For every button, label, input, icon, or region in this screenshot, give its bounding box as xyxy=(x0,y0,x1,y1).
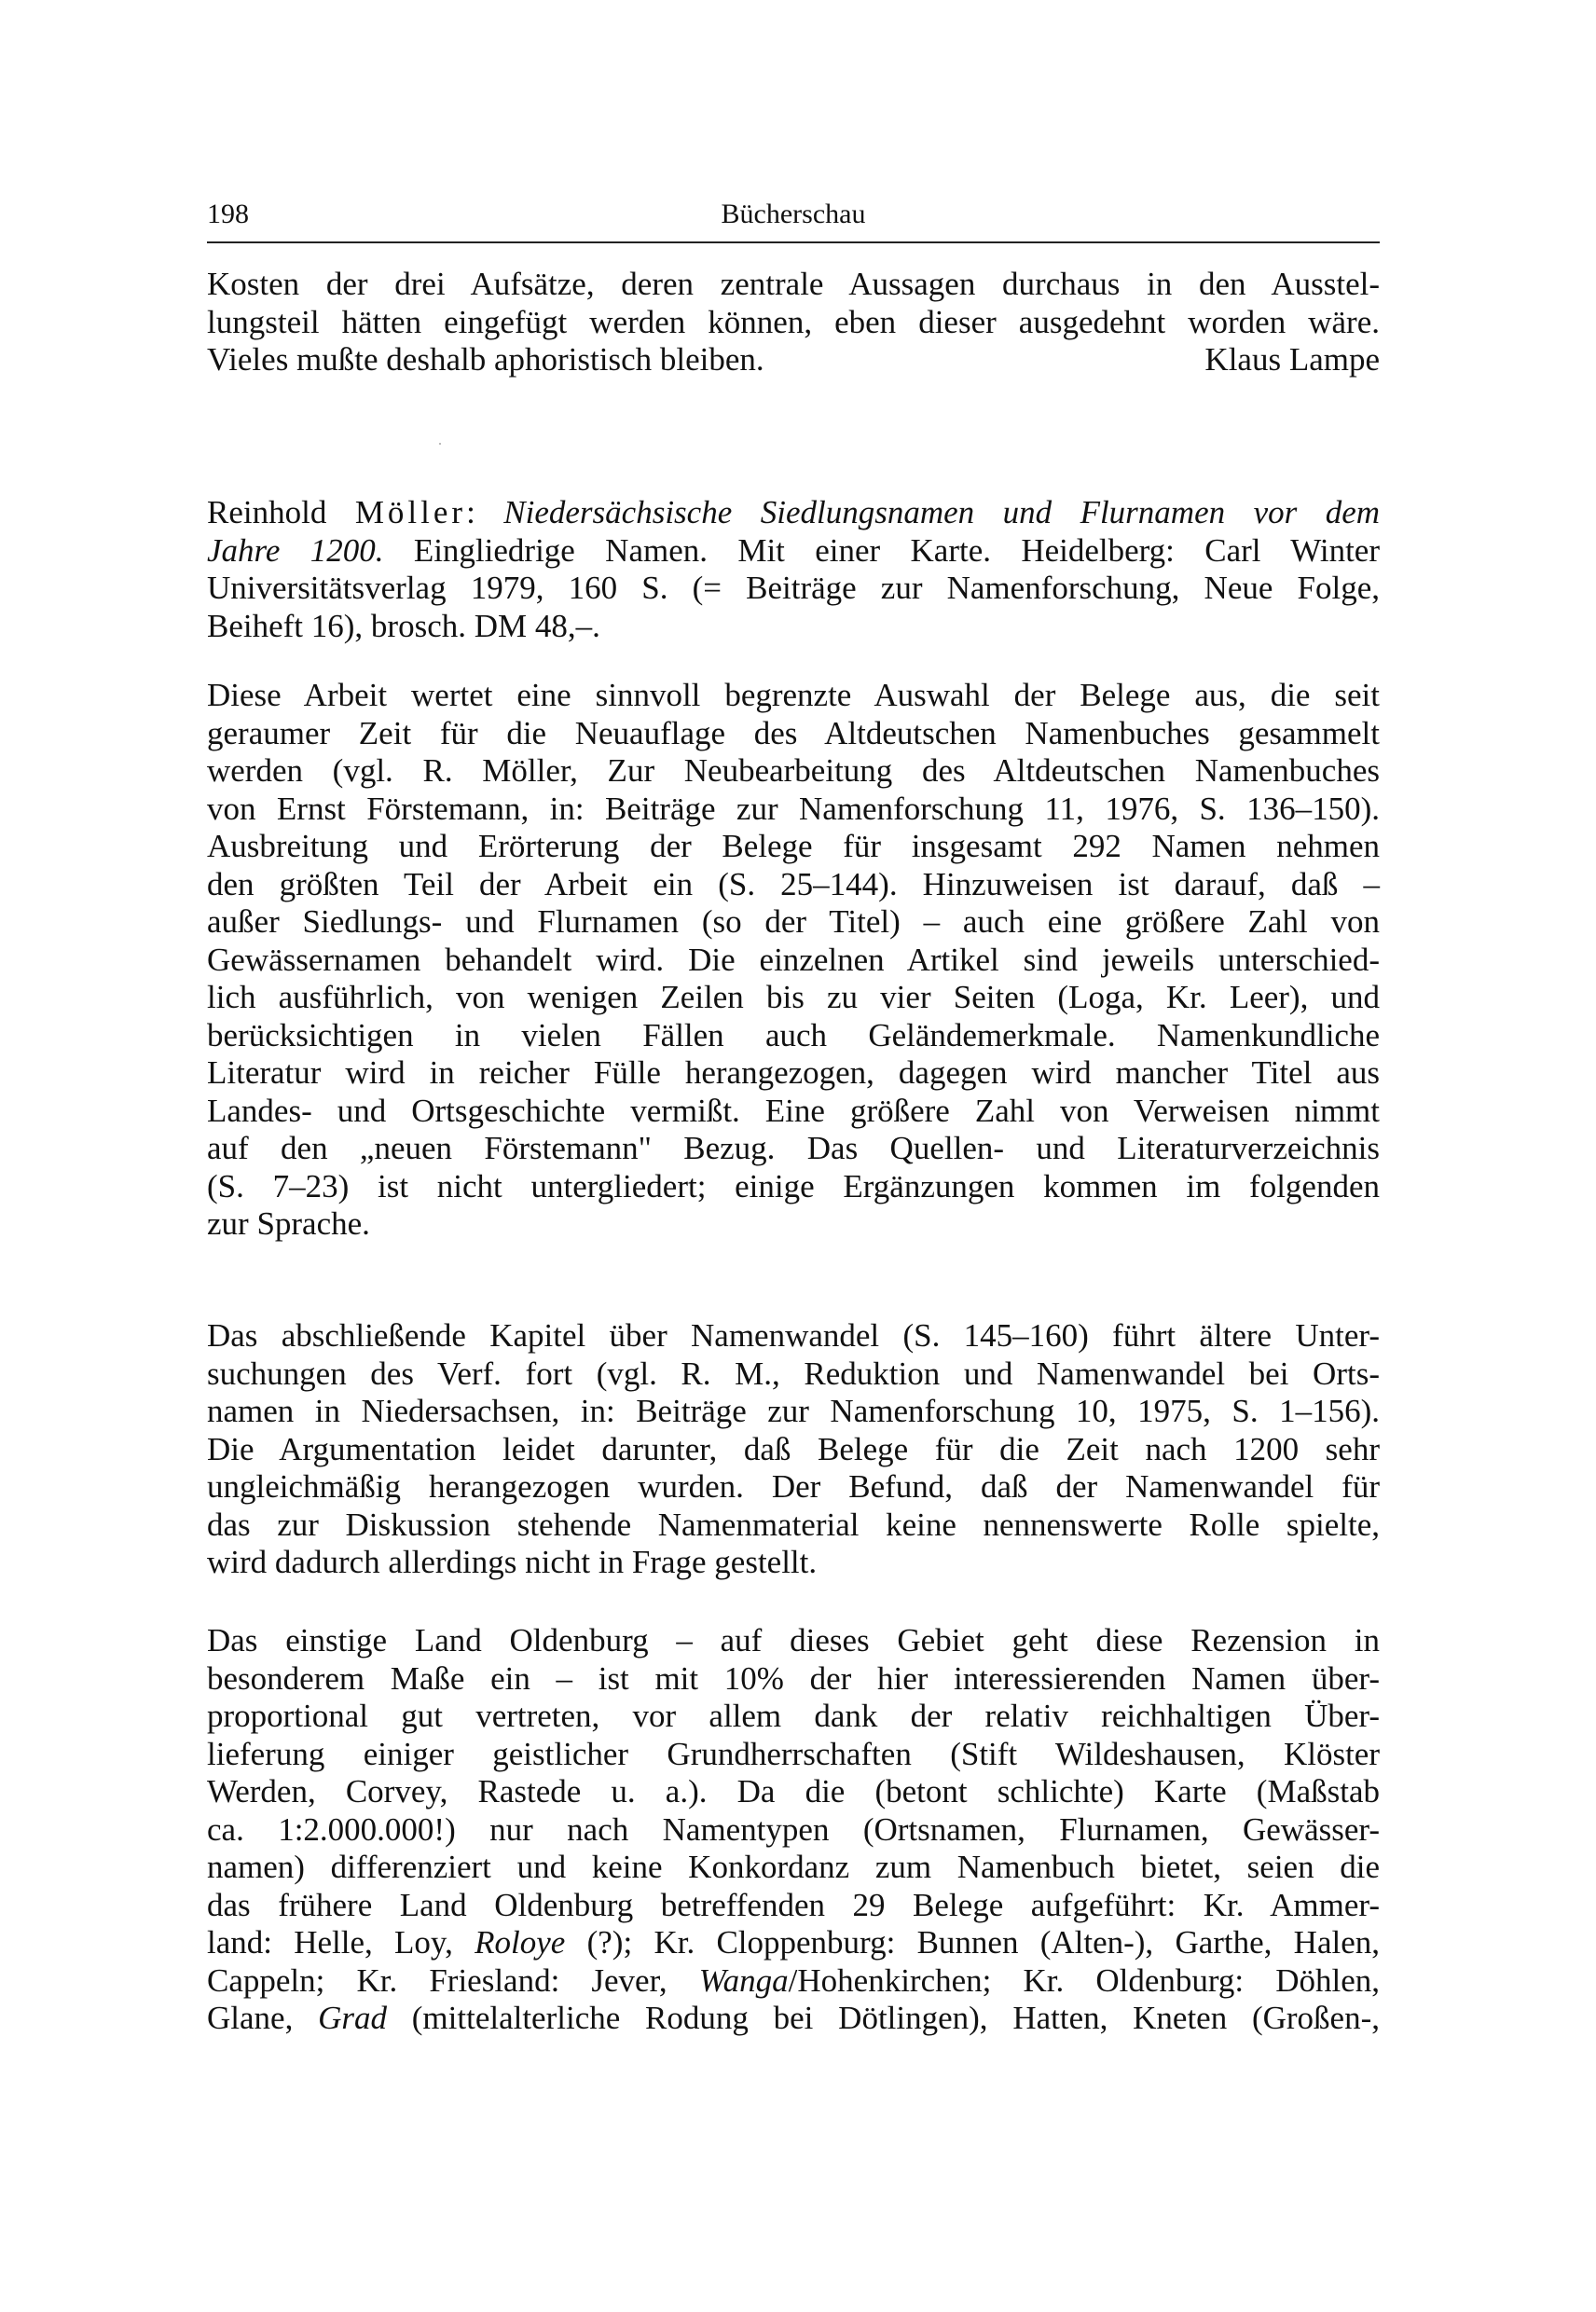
author-first-name: Reinhold xyxy=(207,494,327,530)
citation-line-2 xyxy=(207,532,1380,571)
text-line: ca. 1:2.000.000!) nur nach Namentypen (Ortsnamen, Flurnamen, Gewässer- xyxy=(207,1810,1380,1848)
text-line: auf den „neuen Förstemann" Bezug. Das Quellen- und Literaturverzeichnis xyxy=(207,1130,1380,1166)
text-line: Die Argumentation leidet darunter, daß Belege für die Zeit nach 1200 sehr xyxy=(207,1430,1380,1467)
text-line: Gewässernamen behandelt wird. Die einzelnen Artikel sind jeweils unterschied- xyxy=(207,941,1380,978)
italic-placename: Roloye xyxy=(475,1924,566,1961)
text-line: Literatur wird in reicher Fülle herangezogen, dagegen wird mancher Titel aus xyxy=(207,1054,1380,1091)
text-line: namen) differenziert und keine Konkordanz zum Namenbuch bietet, seien die xyxy=(207,1849,1380,1885)
text-line: außer Siedlungs- und Flurnamen (so der Titel) – auch eine größere Zahl von xyxy=(207,903,1380,940)
text-line: wird dadurch allerdings nicht in Frage gestellt. xyxy=(207,1544,818,1580)
text-line xyxy=(207,1962,1380,2001)
text-line: namen in Niedersachsen, in: Beiträge zur Namenforschung 10, 1975, S. 1–156). xyxy=(207,1393,1380,1429)
review-paragraph-1 xyxy=(207,677,1380,1244)
text-fragment: (mittelalterliche Rodung bei Dötlingen), Hatten, Kneten (Großen-, xyxy=(387,2000,1380,2036)
citation-line-1 xyxy=(207,494,1380,532)
page-number: 198 xyxy=(207,199,249,229)
section-title: Bücherschau xyxy=(721,199,866,229)
text-line: Diese Arbeit wertet eine sinnvoll begrenzte Auswahl der Belege aus, die seit xyxy=(207,677,1380,713)
text-line xyxy=(207,2000,1380,2038)
text-line: das frühere Land Oldenburg betreffenden 29 Belege aufgeführt: Kr. Ammer- xyxy=(207,1886,1380,1923)
review-paragraph-3 xyxy=(207,1622,1380,2038)
text-line: ungleichmäßig herangezogen wurden. Der Befund, daß der Namenwandel für xyxy=(207,1468,1380,1505)
text-line: besonderem Maße ein – ist mit 10% der hier interessierenden Namen über- xyxy=(207,1659,1380,1697)
book-title-cont: Jahre 1200. xyxy=(207,531,384,569)
text-line: Das abschließende Kapitel über Namenwandel (S. 145–160) führt ältere Unter- xyxy=(207,1317,1380,1354)
text-line: lungsteil hätten eingefügt werden können, eben dieser ausgedehnt worden wäre. xyxy=(207,303,1380,340)
book-title: Niedersächsische Siedlungsnamen und Flurnamen vor dem xyxy=(503,494,1381,530)
running-head xyxy=(207,192,1380,237)
text-line: werden (vgl. R. Möller, Zur Neubearbeitung des Altdeutschen Namenbuches xyxy=(207,752,1380,789)
text-line: das zur Diskussion stehende Namenmaterial keine nennenswerte Rolle spielte, xyxy=(207,1506,1380,1543)
text-line: geraumer Zeit für die Neuauflage des Altdeutschen Namenbuches gesammelt xyxy=(207,714,1380,751)
text-line: suchungen des Verf. fort (vgl. R. M., Reduktion und Namenwandel bei Orts- xyxy=(207,1355,1380,1392)
review-paragraph-2 xyxy=(207,1317,1380,1582)
text-fragment: land: Helle, Loy, xyxy=(207,1924,475,1961)
text-line: lieferung einiger geistlicher Grundherrschaften (Stift Wildeshausen, Klöster xyxy=(207,1735,1380,1772)
italic-placename: Grad xyxy=(318,2000,387,2036)
text-line: Landes- und Ortsgeschichte vermißt. Eine größere Zahl von Verweisen nimmt xyxy=(207,1092,1380,1129)
page-speck xyxy=(439,443,441,445)
text-line: (S. 7–23) ist nicht untergliedert; einige Ergänzungen kommen im folgenden xyxy=(207,1167,1380,1204)
text-line xyxy=(207,341,1380,379)
reviewer-signature: Klaus Lampe xyxy=(1204,341,1380,378)
text-line: Ausbreitung und Erörterung der Belege für insgesamt 292 Namen nehmen xyxy=(207,828,1380,864)
text-line: Das einstige Land Oldenburg – auf dieses Gebiet geht diese Rezension in xyxy=(207,1622,1380,1658)
text-line: Werden, Corvey, Rastede u. a.). Da die (betont schlichte) Karte (Maßstab xyxy=(207,1773,1380,1810)
italic-placename: Wanga xyxy=(698,1961,789,1999)
text-line xyxy=(207,1924,1380,1962)
text-line: Kosten der drei Aufsätze, deren zentrale Aussagen durchaus in den Ausstel- xyxy=(207,266,1380,302)
citation-line-3: Universitätsverlag 1979, 160 S. (= Beiträge zur Namenforschung, Neue Folge, xyxy=(207,570,1380,606)
text-fragment: Cappeln; Kr. Friesland: Jever, xyxy=(207,1961,699,1999)
text-fragment: (?); Kr. Cloppenburg: Bunnen (Alten-), Garthe, Halen, xyxy=(565,1924,1380,1961)
text-fragment: /Hohenkirchen; Kr. Oldenburg: Döhlen, xyxy=(788,1961,1380,1999)
citation-line-4: Beiheft 16), brosch. DM 48,–. xyxy=(207,607,600,644)
text-line: den größten Teil der Arbeit ein (S. 25–144). Hinzuweisen ist darauf, daß – xyxy=(207,865,1380,902)
text-line: lich ausführlich, von wenigen Zeilen bis zu vier Seiten (Loga, Kr. Leer), und xyxy=(207,979,1380,1015)
text-line: berücksichtigen in vielen Fällen auch Geländemerkmale. Namenkundliche xyxy=(207,1016,1380,1053)
author-last-name: Möller xyxy=(354,494,467,530)
text-fragment: Vieles mußte deshalb aphoristisch bleiben. xyxy=(207,341,764,378)
text-fragment: Glane, xyxy=(207,2000,319,2036)
text-line: proportional gut vertreten, vor allem dank der relativ reichhaltigen Über- xyxy=(207,1698,1380,1734)
citation-details: Eingliedrige Namen. Mit einer Karte. Heidelberg: Carl Winter xyxy=(413,531,1380,569)
citation-colon: : xyxy=(466,494,475,530)
header-rule xyxy=(207,241,1380,243)
text-line: von Ernst Förstemann, in: Beiträge zur Namenforschung 11, 1976, S. 136–150). xyxy=(207,790,1380,827)
book-citation xyxy=(207,494,1380,645)
previous-review-ending xyxy=(207,266,1380,379)
text-line: zur Sprache. xyxy=(207,1205,370,1242)
